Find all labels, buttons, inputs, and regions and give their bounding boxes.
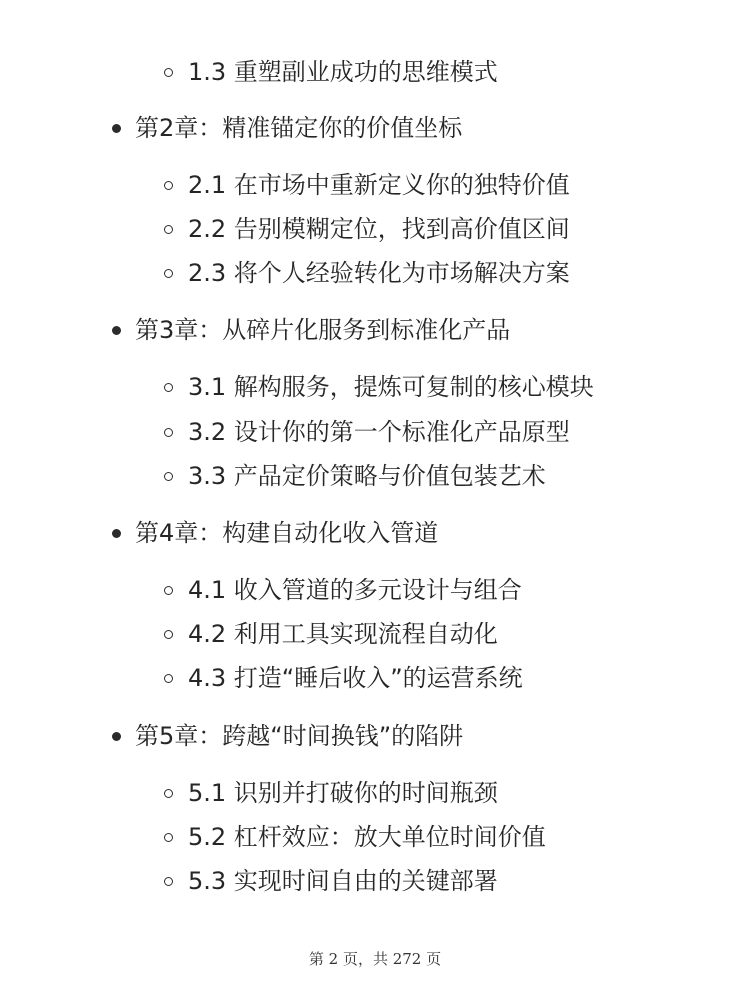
circle-bullet-icon: [164, 586, 173, 595]
toc-entry-label: 4.3 打造“睡后收入”的运营系统: [188, 664, 523, 692]
toc-entry-label: 第4章：构建自动化收入管道: [135, 519, 439, 547]
toc-entry-section: [0, 660, 750, 696]
circle-bullet-icon: [164, 181, 173, 190]
toc-entry-chapter: [0, 110, 750, 146]
toc-entry-label: 3.2 设计你的第一个标准化产品原型: [188, 418, 570, 446]
toc-entry-chapter: [0, 312, 750, 348]
toc-entry-label: 第3章：从碎片化服务到标准化产品: [135, 316, 511, 344]
toc-entry-label: 3.3 产品定价策略与价值包装艺术: [188, 462, 546, 490]
circle-bullet-icon: [164, 269, 173, 278]
toc-entry-chapter: [0, 718, 750, 754]
toc-entry-section: [0, 458, 750, 494]
toc-entry-chapter: [0, 515, 750, 551]
page-number-footer: 第 2 页，共 272 页: [308, 950, 442, 968]
circle-bullet-icon: [164, 225, 173, 234]
circle-bullet-icon: [164, 383, 173, 392]
toc-entry-section: [0, 167, 750, 203]
toc-entry-section: [0, 616, 750, 652]
toc-entry-section: [0, 775, 750, 811]
circle-bullet-icon: [164, 789, 173, 798]
circle-bullet-icon: [164, 472, 173, 481]
toc-entry-label: 2.1 在市场中重新定义你的独特价值: [188, 171, 570, 199]
toc-entry-label: 3.1 解构服务，提炼可复制的核心模块: [188, 373, 594, 401]
toc-entry-section: [0, 54, 750, 90]
toc-entry-label: 4.2 利用工具实现流程自动化: [188, 620, 498, 648]
toc-entry-section: [0, 369, 750, 405]
toc-entry-label: 2.2 告别模糊定位，找到高价值区间: [188, 215, 570, 243]
disc-bullet-icon: [112, 124, 121, 133]
circle-bullet-icon: [164, 877, 173, 886]
toc-entry-label: 2.3 将个人经验转化为市场解决方案: [188, 259, 570, 287]
circle-bullet-icon: [164, 630, 173, 639]
disc-bullet-icon: [112, 529, 121, 538]
toc-entry-section: [0, 211, 750, 247]
toc-entry-section: [0, 819, 750, 855]
toc-entry-label: 5.3 实现时间自由的关键部署: [188, 867, 498, 895]
toc-entry-label: 4.1 收入管道的多元设计与组合: [188, 576, 522, 604]
toc-entry-label: 1.3 重塑副业成功的思维模式: [188, 58, 498, 86]
circle-bullet-icon: [164, 833, 173, 842]
toc-entry-section: [0, 863, 750, 899]
toc-entry-label: 第2章：精准锚定你的价值坐标: [135, 114, 463, 142]
toc-entry-section: [0, 414, 750, 450]
disc-bullet-icon: [112, 326, 121, 335]
disc-bullet-icon: [112, 732, 121, 741]
toc-entry-label: 5.2 杠杆效应：放大单位时间价值: [188, 823, 546, 851]
circle-bullet-icon: [164, 428, 173, 437]
toc-entry-section: [0, 572, 750, 608]
toc-entry-label: 5.1 识别并打破你的时间瓶颈: [188, 779, 498, 807]
circle-bullet-icon: [164, 674, 173, 683]
circle-bullet-icon: [164, 68, 173, 77]
toc-entry-section: [0, 255, 750, 291]
toc-entry-label: 第5章：跨越“时间换钱”的陷阱: [135, 722, 464, 750]
